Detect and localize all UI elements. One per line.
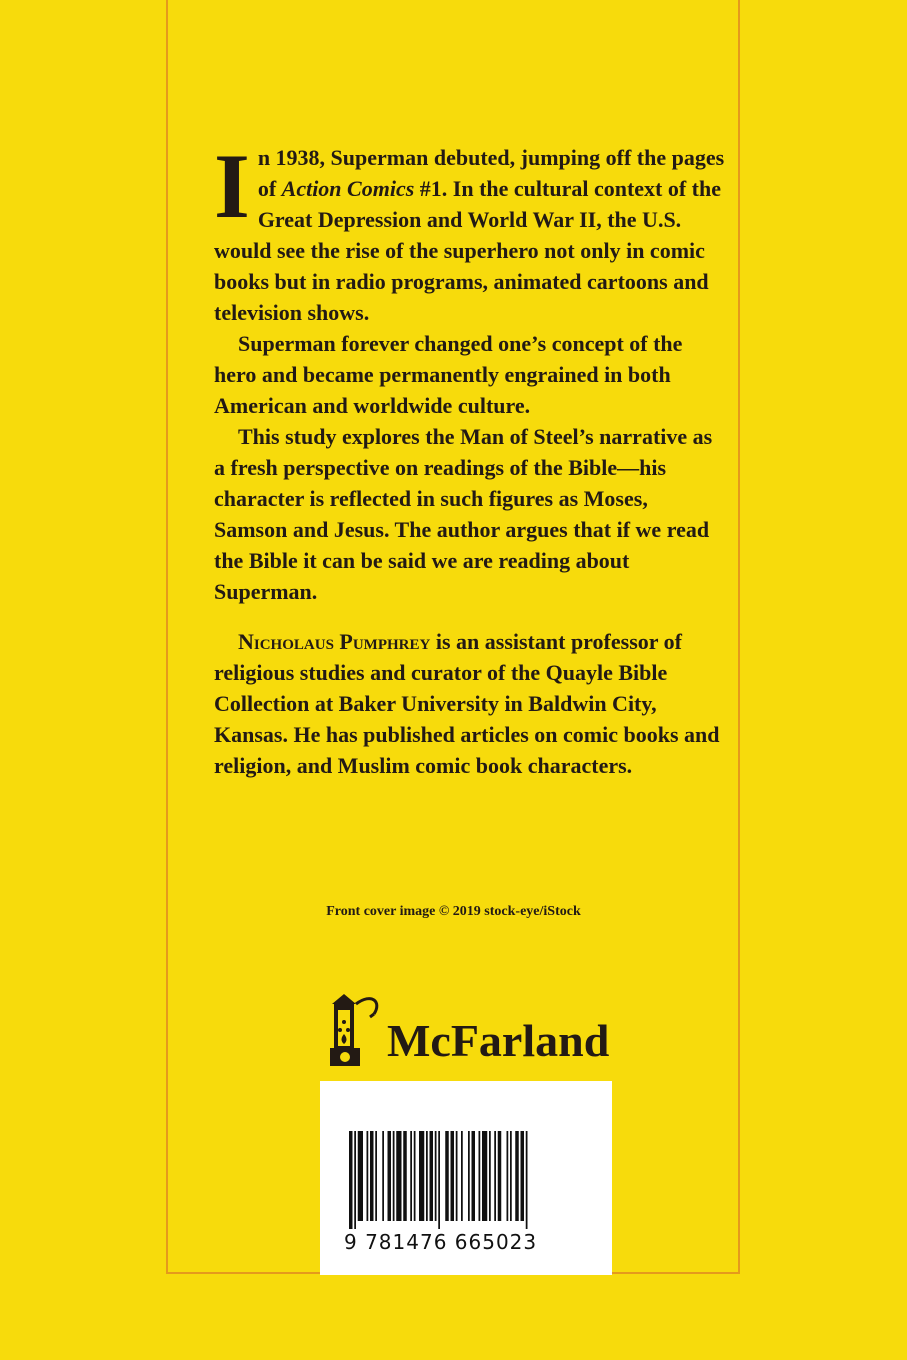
barcode-bar — [498, 1131, 502, 1221]
barcode-bar — [396, 1131, 401, 1221]
blurb-paragraph-1 — [214, 135, 726, 328]
blurb-paragraph-2: Superman forever changed one’s concept of the hero and became permanently engrained in both American and worldwide culture. — [214, 331, 683, 418]
barcode-bar — [461, 1131, 463, 1221]
barcode-bar — [410, 1131, 412, 1221]
barcode-bar — [456, 1131, 458, 1221]
barcode-bar — [489, 1131, 491, 1221]
barcode-bar — [393, 1131, 395, 1221]
barcode-bar — [349, 1131, 353, 1229]
publisher-name: McFarland — [387, 1015, 610, 1066]
barcode-bar — [479, 1131, 481, 1221]
blurb-p1-text-b: #1. In the cultural context of the Great Depression and World War II, the U.S. would see the rise of the superhero not only in comic books but in radio programs, animated cartoons and television shows. — [214, 176, 722, 325]
barcode-bar — [435, 1131, 437, 1221]
author-bio — [214, 626, 726, 781]
barcode-bar — [521, 1131, 525, 1221]
barcode-bar — [445, 1131, 449, 1221]
back-cover-blurb — [214, 135, 726, 781]
barcode-bar — [354, 1131, 356, 1229]
author-name: Nicholaus Pumphrey — [238, 629, 431, 654]
barcode-bar — [426, 1131, 428, 1221]
barcode-bar — [482, 1131, 487, 1221]
barcode-bar — [403, 1131, 407, 1221]
drop-cap: I — [214, 135, 250, 237]
barcode-bar — [367, 1131, 369, 1221]
barcode-bar — [414, 1131, 416, 1221]
blurb-paragraph-3: This study explores the Man of Steel’s narrative as a fresh perspective on readings of the Bible—his character is reflected in such figures as Moses, Samson and Jesus. The author argues that if we read the Bible it can be said we are reading about Superman. — [214, 424, 713, 604]
book-title-italic: Action Comics — [281, 176, 415, 201]
barcode-bar — [526, 1131, 528, 1229]
barcode-bar — [419, 1131, 424, 1221]
barcode-bar — [358, 1131, 363, 1221]
blurb-p1-text-a: n 1938, Superman debuted, jumping off the pages of — [257, 145, 725, 201]
barcode-bar — [388, 1131, 392, 1221]
barcode-bar — [494, 1131, 496, 1221]
barcode-bar — [472, 1131, 476, 1221]
barcode-bar — [515, 1131, 519, 1221]
barcode-bar — [382, 1131, 384, 1221]
barcode-bars — [343, 1131, 591, 1229]
isbn-barcode — [320, 1081, 612, 1275]
lantern-icon — [322, 990, 386, 1070]
barcode-bar — [507, 1131, 509, 1221]
barcode-bar — [468, 1131, 470, 1221]
barcode-bar — [370, 1131, 374, 1221]
barcode-bar — [510, 1131, 512, 1221]
barcode-bar — [375, 1131, 377, 1221]
barcode-bar — [430, 1131, 434, 1221]
barcode-bar — [438, 1131, 440, 1229]
isbn-digits: 9 781476 665023 — [344, 1230, 538, 1254]
cover-image-credit: Front cover image © 2019 stock-eye/iStock — [326, 904, 581, 919]
author-bio-text: is an assistant professor of religious studies and curator of the Quayle Bible Collection at Baker University in Baldwin City, Kansas. He has published articles on comic books and religion, and Muslim comic book characters. — [214, 629, 720, 778]
publisher-logo — [322, 990, 622, 1070]
barcode-bar — [451, 1131, 455, 1221]
